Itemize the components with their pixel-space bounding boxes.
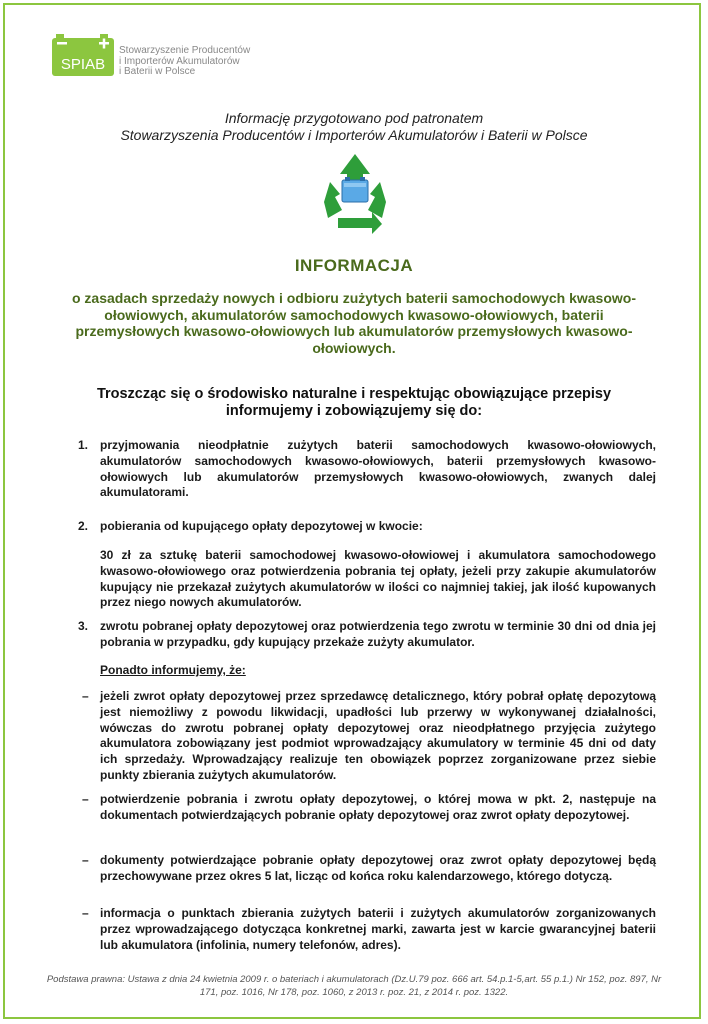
dash-marker: – bbox=[82, 853, 89, 867]
list-item: potwierdzenie pobrania i zwrotu opłaty depozytowej, o której mowa w pkt. 2, następuje na dokumentach potwierdzających pobranie opłaty depozytowej oraz zwrot opłaty depozytowej. bbox=[100, 792, 656, 822]
intro-line-2: informujemy i zobowiązujemy się do: bbox=[225, 403, 483, 419]
list-item: przyjmowania nieodpłatnie zużytych baterii samochodowych kwasowo-ołowiowych, akumulatorów samochodowych kwasowo-ołowiowych, baterii przemysłowych kwasowo-ołowiowych lub akumulatorów przemysłowych kwasowo-ołowiowych, zwanych dalej akumulatorami. bbox=[100, 438, 656, 500]
battery-logo-icon bbox=[52, 32, 114, 76]
document-title: INFORMACJA bbox=[294, 256, 414, 275]
item-number: 1. bbox=[78, 438, 89, 452]
section-heading-ponadto: Ponadto informujemy, że: bbox=[100, 663, 246, 677]
recycle-battery-icon bbox=[318, 152, 392, 234]
patronage-note bbox=[40, 110, 668, 144]
list-item-detail: 30 zł za sztukę baterii samochodowej kwasowo-ołowiowej i akumulatora samochodowego kwasowo-ołowiowego oraz potwierdzenia pobrania tej opłaty, jeżeli przy zakupie akumulatorów kupujący nie przekazał zużytych akumulatorów w ilości co najmniej takiej, jak ilość kupowanych przez niego nowych akumulatorów. bbox=[100, 548, 656, 610]
patronage-line-2: Stowarzyszenia Producentów i Importerów Akumulatorów i Baterii w Polsce bbox=[120, 127, 588, 143]
item-number: 2. bbox=[78, 519, 89, 533]
legal-basis-footer: Podstawa prawna: Ustawa z dnia 24 kwietnia 2009 r. o bateriach i akumulatorach (Dz.U.79 poz. 666 art. 54.p.1-5,art. 55 p.1.) Nr 152, poz. 897, Nr 171, poz. 1016, Nr 178, poz. 1060, z 2013 r. poz. 21, z 2014 r. poz. 1322. bbox=[46, 974, 662, 998]
document-subtitle: o zasadach sprzedaży nowych i odbioru zużytych baterii samochodowych kwasowo-ołowiowych, akumulatorów samochodowych kwasowo-ołowiowych, baterii przemysłowych kwasowo-ołowiowych lub akumulatorów przemysłowych kwasowo-ołowiowych. bbox=[71, 290, 636, 356]
spiab-logo bbox=[52, 32, 114, 76]
logo-line: i Importerów Akumulatorów bbox=[119, 55, 240, 67]
item-number: 3. bbox=[78, 619, 89, 633]
list-item: informacja o punktach zbierania zużytych baterii i zużytych akumulatorów zorganizowanych przez wprowadzającego dotycząca konkretnej marki, zawarta jest w karcie gwarancyjnej baterii lub akumulatora (infolinia, numery telefonów, adres). bbox=[100, 906, 656, 952]
logo-line: Stowarzyszenie Producentów bbox=[119, 45, 251, 56]
dash-marker: – bbox=[82, 792, 89, 806]
intro-statement bbox=[60, 386, 648, 420]
dash-marker: – bbox=[82, 689, 89, 703]
list-item: jeżeli zwrot opłaty depozytowej przez sprzedawcę detalicznego, który pobrał opłatę depozytową jest niemożliwy z powodu likwidacji, upadłości lub przerwy w wykonywanej działalności, wówczas do zwrotu pobranej opłaty depozytowej oraz nieodpłatnego przyjęcia zużytego akumulatora zobowiązany jest podmiot wprowadzający akumulatory w terminie 45 dni od daty ich sprzedaży. Wprowadzający realizuje ten obowiązek poprzez zorganizowane przez siebie punkty zbierania zużytych akumulatorów. bbox=[100, 689, 656, 782]
list-item: zwrotu pobranej opłaty depozytowej oraz potwierdzenia tego zwrotu w terminie 30 dni od dnia jej pobrania w przypadku, gdy kupujący przekaże zużyty akumulator. bbox=[100, 619, 656, 649]
intro-line-1: Troszcząc się o środowisko naturalne i respektując obowiązujące przepisy bbox=[96, 386, 612, 402]
logo-line: i Baterii w Polsce bbox=[119, 66, 196, 77]
svg-text:SPIAB: SPIAB bbox=[60, 56, 106, 73]
dash-marker: – bbox=[82, 906, 89, 920]
list-item: dokumenty potwierdzające pobranie opłaty depozytowej oraz zwrot opłaty depozytowej będą przechowywane przez okres 5 lat, licząc od końca roku kalendarzowego, którego dotyczą. bbox=[100, 853, 656, 883]
list-item: pobierania od kupującego opłaty depozytowej w kwocie: bbox=[100, 519, 423, 533]
logo-org-name bbox=[119, 46, 279, 78]
patronage-line-1: Informację przygotowano pod patronatem bbox=[224, 110, 484, 126]
